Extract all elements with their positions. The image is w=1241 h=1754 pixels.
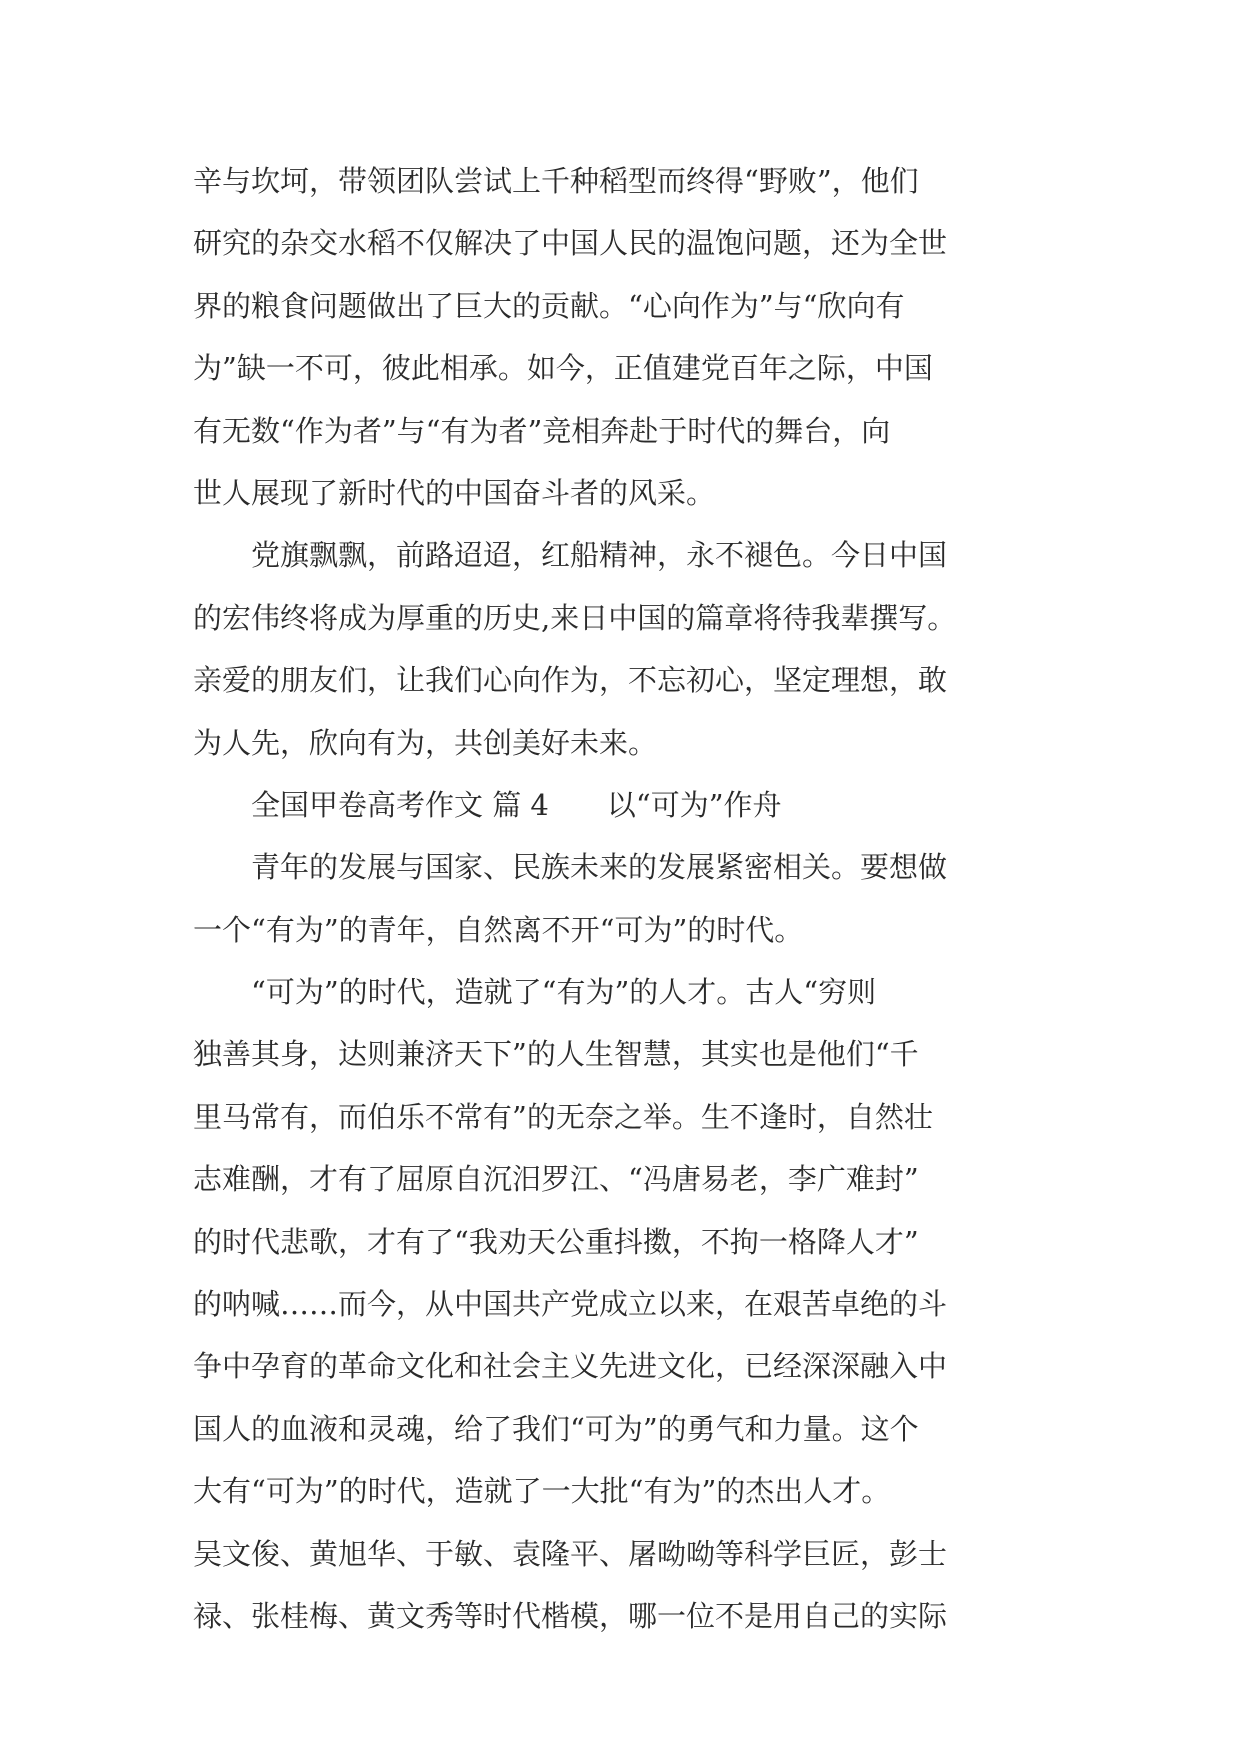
section-title: 以“可为”作舟 [606,787,782,822]
text-line: 有无数“作为者”与“有为者”竞相奔赴于时代的舞台，向 [193,413,891,448]
essay-body [193,150,1063,1647]
text-line: 吴文俊、黄旭华、于敏、袁隆平、屠呦呦等科学巨匠，彭士 [193,1536,948,1571]
text-line: 界的粮食问题做出了巨大的贡献。“心向作为”与“欣向有 [193,288,905,323]
text-line: 大有“可为”的时代，造就了一大批“有为”的杰出人才。 [193,1474,891,1509]
section-heading [193,774,1063,836]
text-line: 志难酬，才有了屈原自沉汨罗江、“冯唐易老，李广难封” [193,1162,919,1197]
text-line: 的呐喊……而今，从中国共产党成立以来，在艰苦卓绝的斗 [193,1287,948,1322]
text-line: 禄、张桂梅、黄文秀等时代楷模，哪一位不是用自己的实际 [193,1598,948,1633]
text-line: 的宏伟终将成为厚重的历史,来日中国的篇章将待我辈撰写。 [193,600,957,635]
text-line: 的时代悲歌，才有了“我劝天公重抖擞，不拘一格降人才” [193,1224,919,1259]
text-line: 争中孕育的革命文化和社会主义先进文化，已经深深融入中 [193,1349,948,1384]
text-line: 一个“有为”的青年，自然离不开“可为”的时代。 [193,912,804,947]
text-line: 亲爱的朋友们，让我们心向作为，不忘初心，坚定理想，敢 [193,663,948,698]
text-line: 独善其身，达则兼济天下”的人生智慧，其实也是他们“千 [193,1037,919,1072]
text-line: 青年的发展与国家、民族未来的发展紧密相关。要想做 [251,850,948,885]
text-line: 国人的血液和灵魂，给了我们“可为”的勇气和力量。这个 [193,1411,919,1446]
text-line: 世人展现了新时代的中国奋斗者的风采。 [193,475,716,510]
text-line: 党旗飘飘，前路迢迢，红船精神，永不褪色。今日中国 [251,538,948,573]
text-line: 研究的杂交水稻不仅解决了中国人民的温饱问题，还为全世 [193,226,948,261]
text-line: 辛与坎坷，带领团队尝试上千种稻型而终得“野败”，他们 [193,164,919,198]
text-line: 里马常有，而伯乐不常有”的无奈之举。生不逢时，自然壮 [193,1099,933,1134]
section-label: 全国甲卷高考作文 篇 4 [251,787,549,822]
text-line: “可为”的时代，造就了“有为”的人才。古人“穷则 [251,975,877,1010]
text-line: 为人先，欣向有为，共创美好未来。 [193,725,658,760]
text-line: 为”缺一不可，彼此相承。如今，正值建党百年之际，中国 [193,351,933,386]
